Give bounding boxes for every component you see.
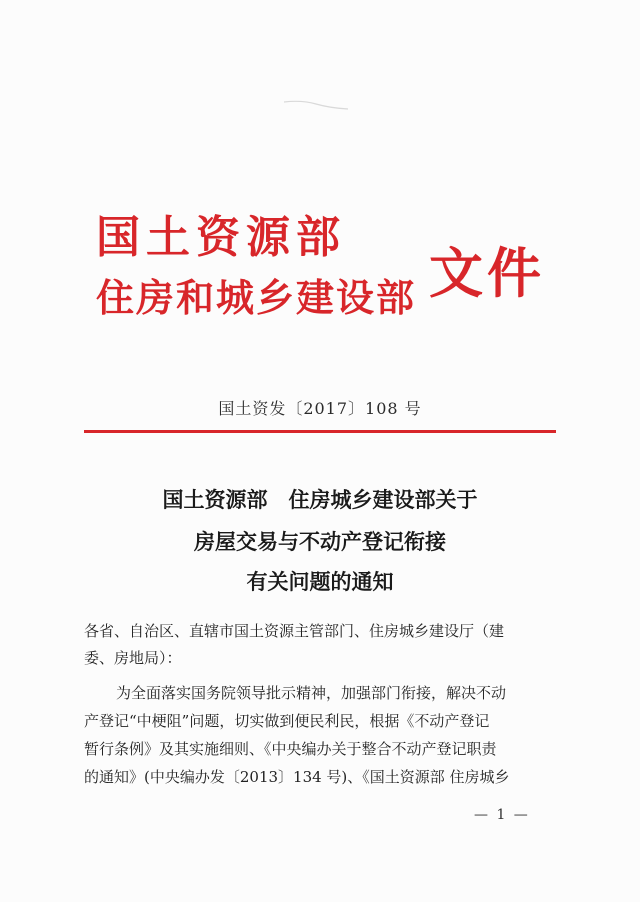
scan-smudge-mark (282, 98, 350, 112)
addressee-line-2: 委、房地局）： (84, 649, 182, 667)
document-title-line-1: 国土资源部 住房城乡建设部关于 (162, 487, 478, 512)
addressee-line-1: 各省、自治区、直辖市国土资源主管部门、住房城乡建设厅（建 (84, 622, 505, 640)
body-paragraph-line-3: 暂行条例》及其实施细则、《中央编办关于整合不动产登记职责 (84, 740, 497, 758)
body-paragraph-line-2: 产登记“中梗阻”问题，切实做到便民利民，根据《不动产登记 (84, 712, 490, 730)
red-header (96, 210, 556, 340)
document-title-line-3: 有关问题的通知 (246, 569, 394, 594)
document-title-line-2: 房屋交易与不动产登记衔接 (194, 529, 446, 554)
page-number: — 1 — (474, 807, 530, 823)
document-number: 国土资发〔2017〕108 号 (218, 399, 422, 418)
body-paragraph-line-1: 为全面落实国务院领导批示精神，加强部门衔接，解决不动 (116, 684, 507, 702)
document-type-word: 文件 (429, 241, 545, 305)
agency-name-land-resources: 国土资源部 (96, 212, 346, 263)
red-divider-line (84, 430, 556, 433)
agency-name-housing: 住房和城乡建设部 (96, 275, 417, 320)
body-paragraph-line-4: 的通知》(中央编办发〔2013〕134 号)、《国土资源部 住房城乡 (84, 768, 510, 786)
